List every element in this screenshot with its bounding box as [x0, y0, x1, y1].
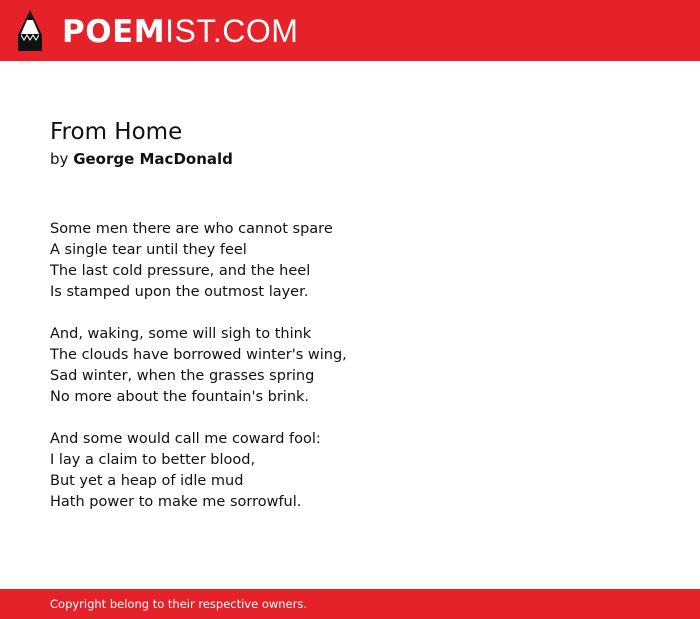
byline-by: by: [50, 150, 69, 168]
site-footer: [0, 589, 700, 619]
poem-stanza: [50, 429, 650, 513]
brand-bold-text: POEM: [62, 14, 166, 50]
poem-line: I lay a claim to better blood,: [50, 452, 256, 468]
poem-line: A single tear until they feel: [50, 242, 247, 258]
poem-line: Sad winter, when the grasses spring: [50, 368, 315, 384]
poem-line: And some would call me coward fool:: [50, 431, 321, 447]
site-logo[interactable]: [62, 11, 298, 52]
byline: [50, 149, 233, 169]
poem-line: Is stamped upon the outmost layer.: [50, 284, 309, 300]
poem-line: The clouds have borrowed winter's wing,: [50, 347, 347, 363]
site-header: [0, 0, 700, 61]
poem-title: From Home: [50, 119, 183, 145]
poem-stanza: [50, 324, 650, 408]
pencil-icon[interactable]: [18, 10, 42, 51]
poem-line: Some men there are who cannot spare: [50, 221, 333, 237]
poem-line: No more about the fountain's brink.: [50, 389, 310, 405]
poem-line: Hath power to make me sorrowful.: [50, 494, 302, 510]
poem-body: [50, 219, 650, 534]
copyright-text: Copyright belong to their respective owners.: [50, 597, 308, 611]
brand-light-text: IST.COM: [165, 13, 299, 49]
poem-author: George MacDonald: [73, 150, 233, 168]
poem-line: The last cold pressure, and the heel: [50, 263, 311, 279]
poem-line: But yet a heap of idle mud: [50, 473, 244, 489]
poem-stanza: [50, 219, 650, 303]
poem-line: And, waking, some will sigh to think: [50, 326, 312, 342]
